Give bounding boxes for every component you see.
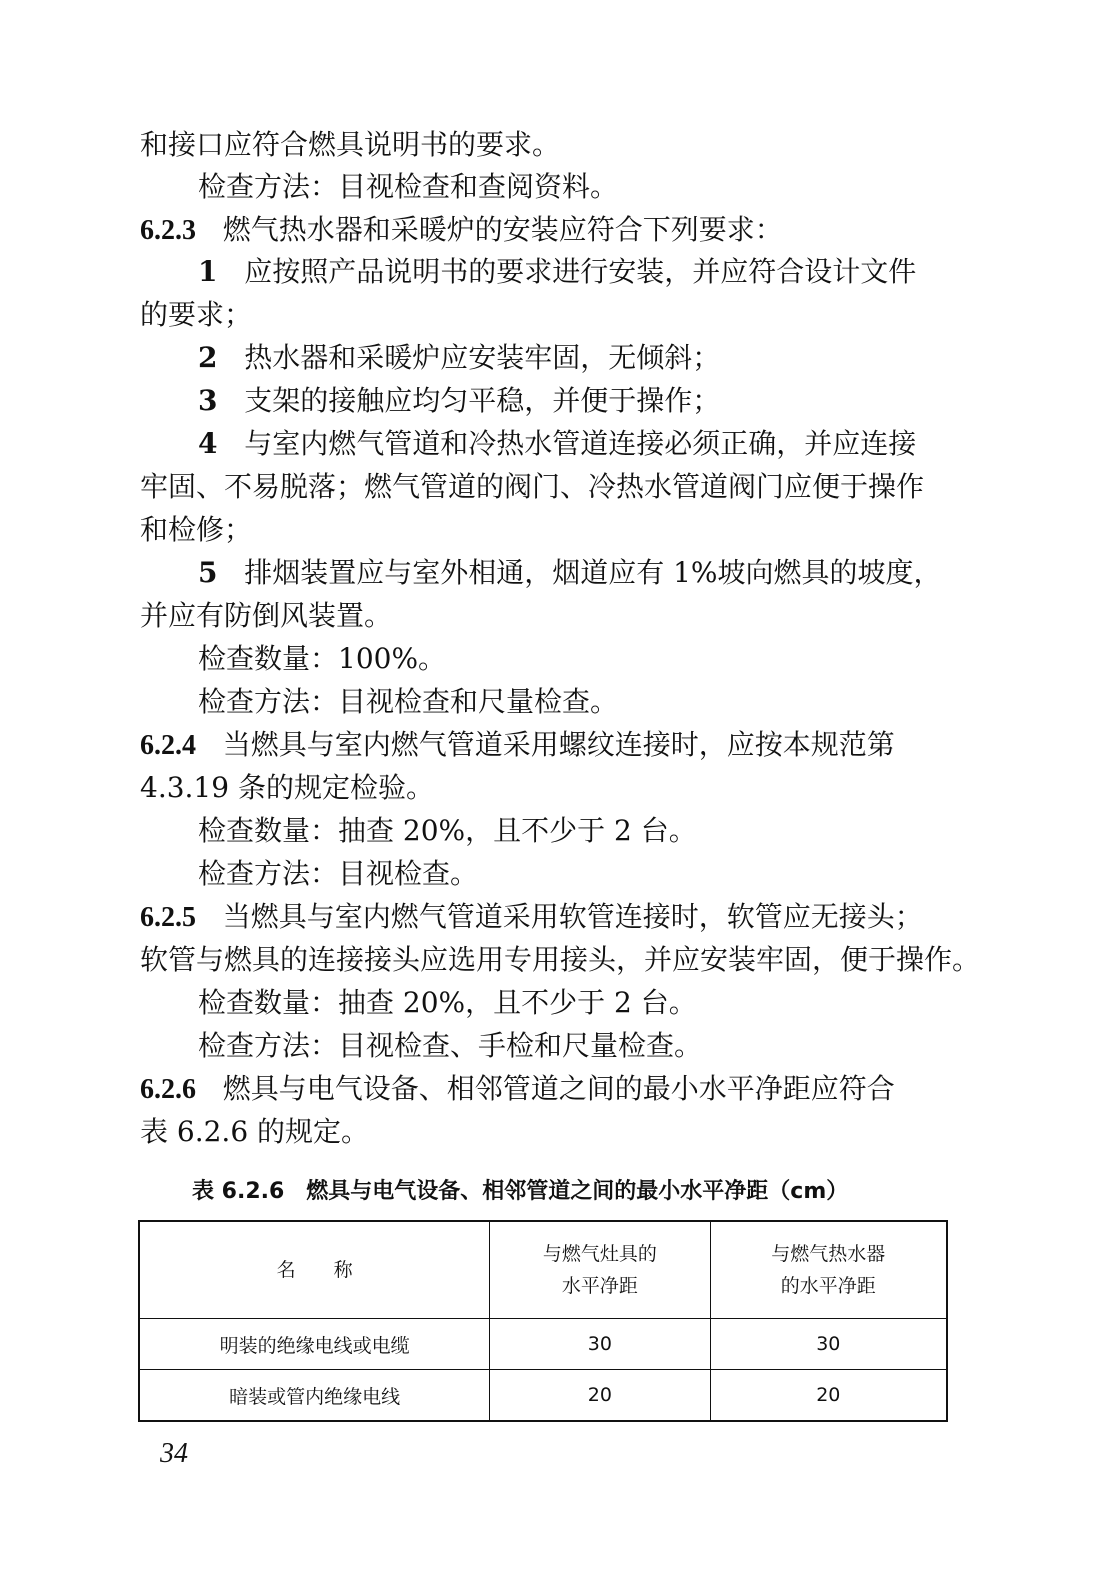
table-row (139, 1319, 947, 1370)
item-text: 与室内燃气管道和冷热水管道连接必须正确，并应连接 (244, 427, 917, 460)
cell-heater: 20 (710, 1370, 947, 1422)
header-heater-clearance: 与燃气热水器 的水平净距 (710, 1221, 947, 1319)
item-text: 应按照产品说明书的要求进行安装，并应符合设计文件 (244, 255, 917, 288)
table-header-row (139, 1221, 947, 1319)
check-quantity-line: 检查数量：抽查 20%，且不少于 2 台。 (198, 814, 697, 847)
item-4 (198, 424, 916, 464)
clause-number: 6.2.5 (140, 902, 196, 933)
clause-text: 当燃具与室内燃气管道采用软管连接时，软管应无接头； (222, 900, 923, 933)
body-line: 牢固、不易脱落；燃气管道的阀门、冷热水管道阀门应便于操作 (140, 470, 925, 503)
item-text: 支架的接触应均匀平稳，并便于操作； (244, 384, 721, 417)
item-number: 2 (198, 341, 218, 374)
clause-number: 6.2.6 (140, 1074, 196, 1105)
cell-name: 明装的绝缘电线或电缆 (139, 1319, 490, 1370)
body-line: 和检修； (140, 513, 253, 546)
check-quantity-line: 检查数量：抽查 20%，且不少于 2 台。 (198, 986, 697, 1019)
item-number: 5 (198, 556, 218, 589)
cell-stove: 30 (490, 1319, 710, 1370)
clause-6-2-6 (140, 1069, 895, 1110)
item-1 (198, 252, 916, 292)
body-line: 4.3.19 条的规定检验。 (140, 771, 434, 804)
check-method-line: 检查方法：目视检查和查阅资料。 (198, 170, 619, 203)
cell-stove: 20 (490, 1370, 710, 1422)
table-caption: 表 6.2.6 燃具与电气设备、相邻管道之间的最小水平净距（cm） (192, 1179, 849, 1204)
header-name: 名 称 (139, 1221, 490, 1319)
cell-heater: 30 (710, 1319, 947, 1370)
item-2 (198, 338, 720, 378)
clearance-table (138, 1220, 948, 1422)
body-line: 和接口应符合燃具说明书的要求。 (140, 128, 561, 161)
table-row (139, 1370, 947, 1422)
clause-6-2-3 (140, 210, 783, 251)
check-quantity-line: 检查数量：100%。 (198, 642, 447, 675)
body-line: 表 6.2.6 的规定。 (140, 1115, 370, 1148)
body-line: 的要求； (140, 298, 253, 331)
item-3 (198, 381, 720, 421)
item-text: 排烟装置应与室外相通，烟道应有 1%坡向燃具的坡度， (244, 556, 942, 589)
item-number: 4 (198, 427, 218, 460)
clause-text: 燃具与电气设备、相邻管道之间的最小水平净距应符合 (222, 1072, 895, 1105)
item-text: 热水器和采暖炉应安装牢固，无倾斜； (244, 341, 721, 374)
clause-text: 燃气热水器和采暖炉的安装应符合下列要求： (222, 213, 783, 246)
clause-number: 6.2.4 (140, 730, 196, 761)
clause-6-2-4 (140, 725, 895, 766)
body-line: 并应有防倒风装置。 (140, 599, 393, 632)
clause-6-2-5 (140, 897, 923, 938)
item-number: 1 (198, 255, 218, 288)
clause-text: 当燃具与室内燃气管道采用螺纹连接时，应按本规范第 (222, 728, 895, 761)
check-method-line: 检查方法：目视检查、手检和尺量检查。 (198, 1029, 703, 1062)
check-method-line: 检查方法：目视检查。 (198, 857, 479, 890)
page-number: 34 (160, 1438, 188, 1469)
check-method-line: 检查方法：目视检查和尺量检查。 (198, 685, 619, 718)
item-number: 3 (198, 384, 218, 417)
body-line: 软管与燃具的连接接头应选用专用接头，并应安装牢固，便于操作。 (140, 943, 981, 976)
clause-number: 6.2.3 (140, 215, 196, 246)
item-5 (198, 553, 942, 593)
cell-name: 暗装或管内绝缘电线 (139, 1370, 490, 1422)
header-stove-clearance: 与燃气灶具的 水平净距 (490, 1221, 710, 1319)
